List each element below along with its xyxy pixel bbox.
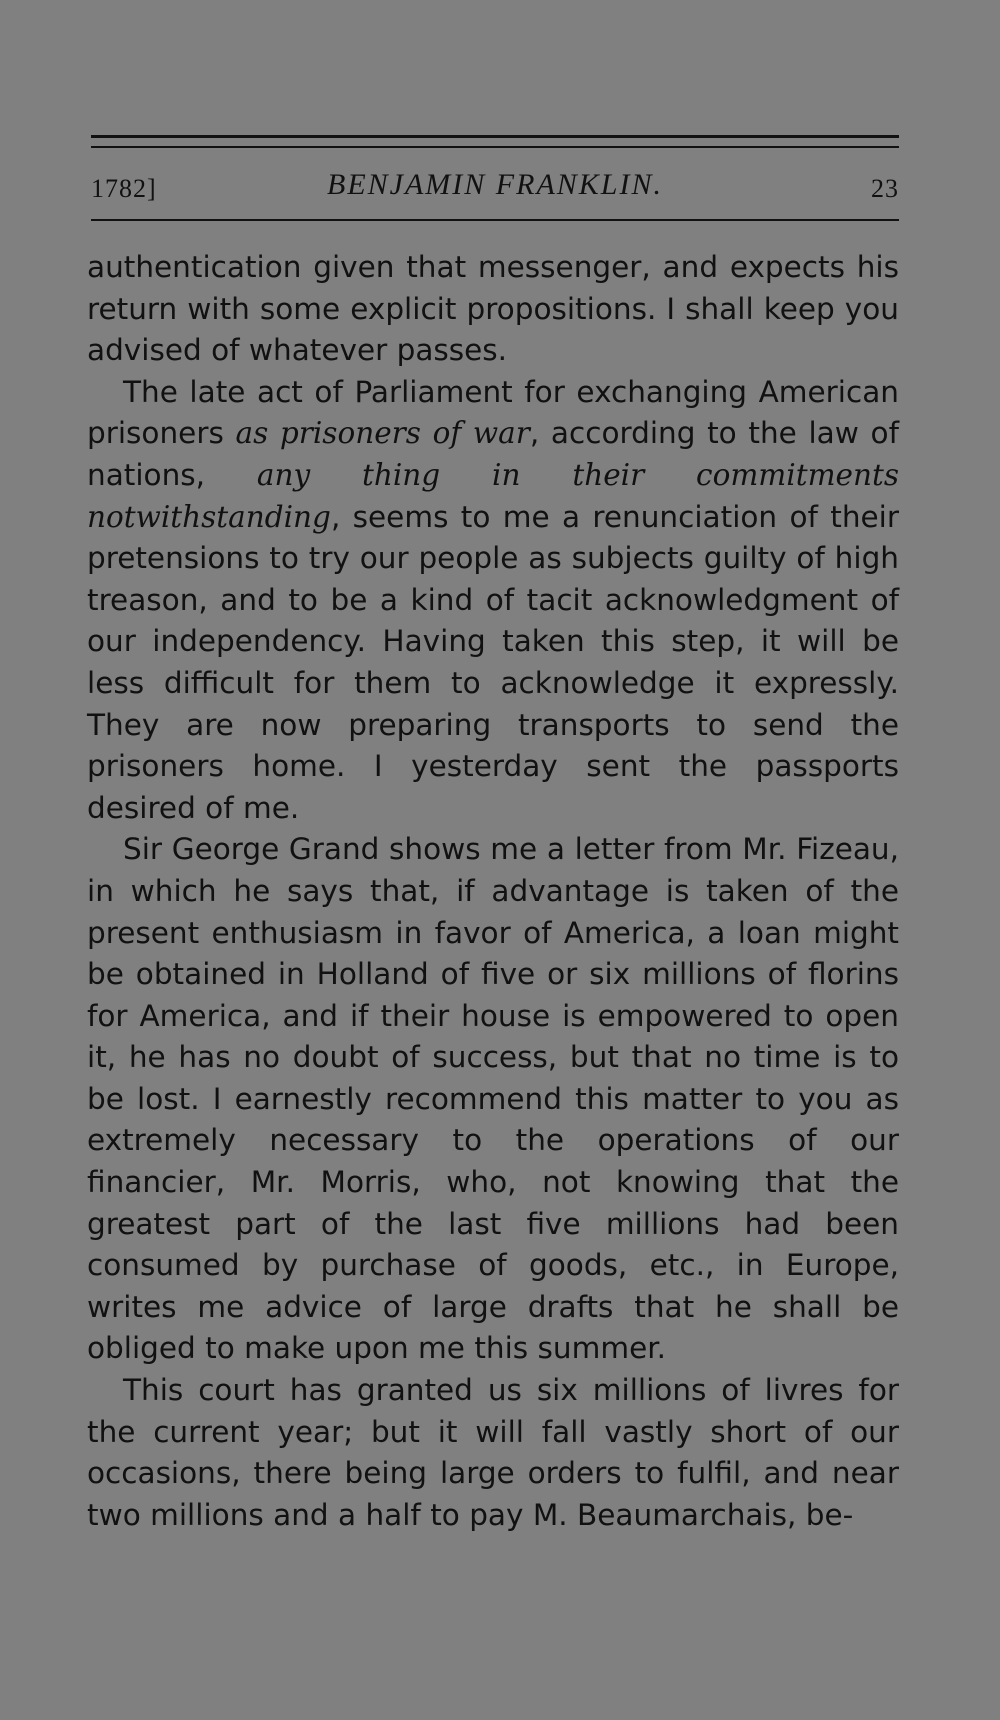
body-text [87, 247, 899, 1536]
running-head [91, 168, 899, 208]
paragraph [87, 372, 899, 830]
text-run: The late act of Parliament for exchanging American prisoners [87, 374, 899, 451]
header-double-rule-top [91, 135, 899, 138]
page-number: 23 [871, 174, 899, 203]
running-head-year: 1782] [91, 174, 157, 203]
paragraph [87, 829, 899, 1370]
italic-phrase: as prisoners of war [235, 416, 530, 451]
italic-phrase: any thing in their commitments notwithstanding [87, 457, 899, 534]
text-run: , seems to me a renunciation of their pretensions to try our people as subjects guilty of high treason, and to be a kind of tacit acknowledgment of our independency. Having taken this step, it will be less difficult for them to acknowledge it expressly. They are now preparing transports to send the prisoners home. I yesterday sent the passports desired of me. [87, 499, 899, 825]
header-rule [91, 219, 899, 221]
text-run: Sir George Grand shows me a letter from Mr. Fizeau, in which he says that, if advantage is taken of the present enthusiasm in favor of America, a loan might be obtained in Holland of five or six millions of florins for America, and if their house is empowered to open it, he has no doubt of success, but that no time is to be lost. I earnestly recommend this matter to you as extremely necessary to the operations of our financier, Mr. Morris, who, not knowing that the greatest part of the last five millions had been consumed by purchase of goods, etc., in Europe, writes me advice of large drafts that he shall be obliged to make upon me this summer. [87, 832, 899, 1366]
running-head-title: BENJAMIN FRANKLIN. [327, 168, 663, 201]
text-run: , according to the law of nations, [87, 416, 899, 492]
header-double-rule-bottom [91, 146, 899, 148]
paragraph [87, 1370, 899, 1536]
paragraph [87, 247, 899, 372]
text-run: This court has granted us six millions of livres for the current year; but it will fall vastly short of our occasions, there being large orders to fulfil, and near two millions and a half to pay M. Beaumarchais, be- [87, 1373, 899, 1532]
text-run: authentication given that messenger, and expects his return with some explicit propositions. I shall keep you advised of whatever passes. [87, 250, 899, 368]
